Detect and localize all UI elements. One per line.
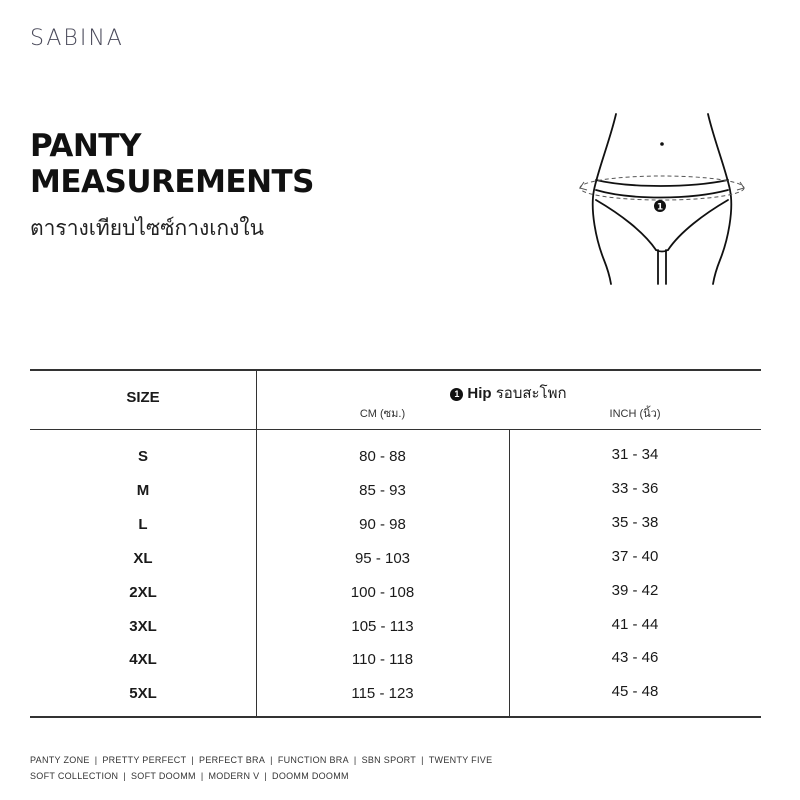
header-hip-thai: รอบสะโพก <box>495 385 567 402</box>
cm-cell: 110 - 118 <box>351 651 414 669</box>
footer-collection-item: SBN SPORT <box>361 755 417 765</box>
footer-separator: | <box>123 771 126 781</box>
footer-line <box>30 752 492 768</box>
cm-cell: 95 - 103 <box>354 549 411 567</box>
footer-collection-item: SOFT COLLECTION <box>30 771 119 781</box>
cm-cell: 105 - 113 <box>351 617 414 635</box>
table-header-rule <box>30 429 761 430</box>
footer-collections <box>30 752 492 784</box>
footer-line <box>30 768 492 784</box>
body-outline-left <box>593 114 616 284</box>
size-cell: 5XL <box>129 685 157 703</box>
footer-collection-item: TWENTY FIVE <box>428 755 493 765</box>
table-row <box>30 677 761 711</box>
title-line: PANTY <box>30 128 141 164</box>
size-cell: 2XL <box>129 583 157 601</box>
measure-marker-number: 1 <box>656 202 664 213</box>
table-top-rule <box>30 369 761 371</box>
size-cell: XL <box>133 549 153 567</box>
footer-separator: | <box>421 755 424 765</box>
footer-collection-item: DOOMM DOOMM <box>272 771 349 781</box>
table-bottom-rule <box>30 716 761 718</box>
size-cell: 3XL <box>129 617 157 635</box>
leg-opening-left <box>596 200 656 250</box>
cm-cell: 90 - 98 <box>359 515 406 533</box>
size-chart-table <box>30 369 761 718</box>
inch-cell: 35 - 38 <box>611 513 659 531</box>
inch-cell: 41 - 44 <box>611 615 659 633</box>
footer-separator: | <box>353 755 357 765</box>
size-cell: M <box>136 481 150 499</box>
inch-cell: 45 - 48 <box>611 683 659 701</box>
table-row <box>30 576 761 610</box>
header-hip <box>256 381 761 405</box>
footer-collection-item: SOFT DOOMM <box>131 771 196 781</box>
cm-cell: 115 - 123 <box>351 685 414 703</box>
header-cm: CM (ซม.) <box>359 408 406 420</box>
footer-collection-item: FUNCTION BRA <box>277 755 349 765</box>
leg-opening-right <box>668 200 728 250</box>
footer-separator: | <box>200 771 204 781</box>
header-hip-label: Hip <box>467 385 492 402</box>
size-cell: S <box>137 448 148 465</box>
page-title <box>30 128 314 200</box>
navel-dot <box>660 142 664 146</box>
footer-collection-item: PANTY ZONE <box>30 755 90 765</box>
table-row <box>30 440 761 474</box>
footer-collection-item: MODERN V <box>208 771 260 781</box>
footer-collection-item: PERFECT BRA <box>199 755 266 765</box>
cm-cell: 100 - 108 <box>350 583 415 601</box>
table-row <box>30 474 761 508</box>
header-inch: INCH (นิ้ว) <box>609 408 661 420</box>
size-cell: L <box>138 515 148 533</box>
hip-measure-ring <box>580 176 744 200</box>
size-cell: 4XL <box>129 651 157 669</box>
hip-measurement-illustration <box>560 110 760 290</box>
inch-cell: 37 - 40 <box>611 547 659 565</box>
footer-separator: | <box>94 755 98 765</box>
brand-logo: SABINA <box>30 26 124 51</box>
table-row <box>30 643 761 677</box>
header-size: SIZE <box>126 389 160 406</box>
footer-separator: | <box>191 755 195 765</box>
inch-cell: 33 - 36 <box>611 479 659 497</box>
footer-separator: | <box>264 771 268 781</box>
waistband <box>596 180 728 186</box>
table-row <box>30 542 761 576</box>
cm-cell: 80 - 88 <box>359 448 406 465</box>
table-row <box>30 610 761 644</box>
table-row <box>30 508 761 542</box>
inch-cell: 39 - 42 <box>611 581 659 599</box>
footer-collection-item: PRETTY PERFECT <box>102 755 187 765</box>
page-subtitle: ตารางเทียบไซซ์กางเกงใน <box>30 216 264 240</box>
cm-cell: 85 - 93 <box>359 481 406 499</box>
inch-cell: 43 - 46 <box>611 649 659 667</box>
waistband-lower <box>596 190 728 198</box>
footer-separator: | <box>270 755 273 765</box>
body-outline-right <box>708 114 731 284</box>
inch-cell: 31 - 34 <box>611 446 659 463</box>
hip-marker-icon: 1 <box>450 388 463 401</box>
title-line: MEASUREMENTS <box>30 164 315 200</box>
